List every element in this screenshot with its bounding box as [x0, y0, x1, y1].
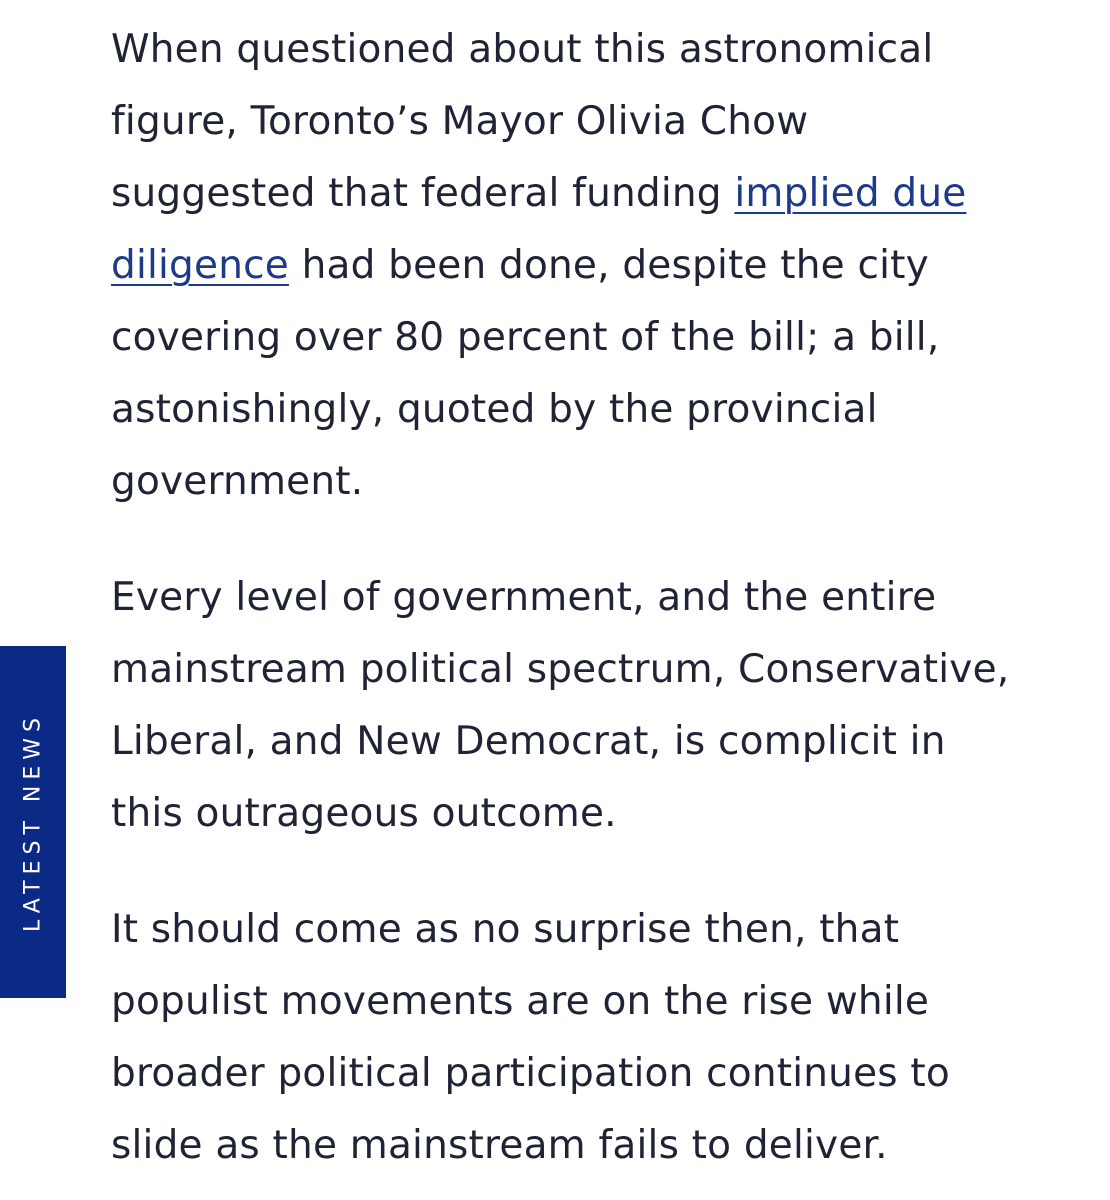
- latest-news-label: LATEST NEWS: [20, 712, 46, 932]
- paragraph-mayor-response: [111, 14, 1011, 518]
- paragraph-populist-movements: It should come as no surprise then, that populist movements are on the rise while broader political participation continues to slide as the mainstream fails to deliver.: [111, 907, 950, 1168]
- paragraph-1-text-after-link: had been done, despite the city covering over 80 percent of the bill; a bill, astonishingly, quoted by the provincial government.: [111, 243, 940, 504]
- implied-due-diligence-link[interactable]: implied due diligence: [111, 171, 967, 288]
- article-body: [111, 14, 1011, 1182]
- latest-news-tab[interactable]: [0, 646, 66, 998]
- paragraph-government-complicit: Every level of government, and the entire mainstream political spectrum, Conservative, Liberal, and New Democrat, is complicit in this outrageous outcome.: [111, 575, 1010, 836]
- paragraph-1-text-before-link: When questioned about this astronomical figure, Toronto’s Mayor Olivia Chow suggested that federal funding: [111, 27, 934, 216]
